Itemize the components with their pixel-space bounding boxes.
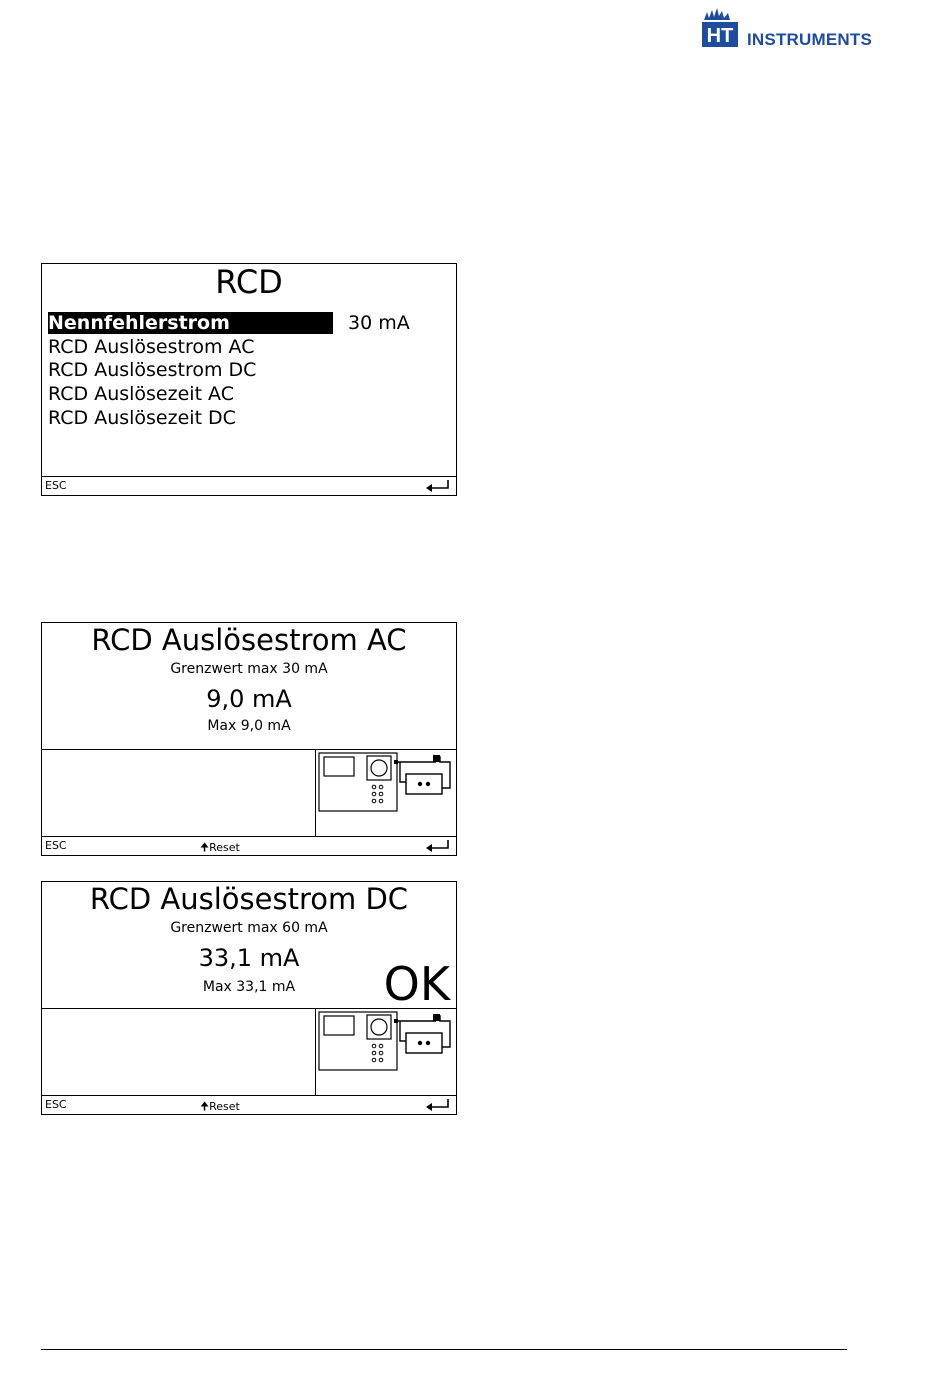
rcd-ausloesestrom-dc-screen: [41, 881, 457, 1115]
menu-item-ausloesezeit-ac[interactable]: RCD Auslösezeit AC: [48, 383, 234, 405]
max-value: Max 9,0 mA: [207, 718, 291, 734]
max-value: Max 33,1 mA: [202, 979, 296, 995]
divider: [42, 1008, 456, 1009]
rcd-ausloesestrom-ac-screen: [41, 622, 457, 856]
screen-footer: [42, 1095, 456, 1114]
limit-text: Grenzwert max 60 mA: [170, 920, 328, 936]
svg-text:HT: HT: [706, 25, 734, 47]
enter-icon[interactable]: [424, 1098, 452, 1112]
connection-diagram-icon: [318, 752, 454, 814]
measured-value: 9,0 mA: [206, 685, 292, 713]
arrow-up-icon: 🠉: [200, 1100, 210, 1113]
screen-footer: [42, 476, 456, 495]
reset-button[interactable]: [200, 1098, 240, 1117]
divider: [42, 749, 456, 750]
connection-diagram-icon: [318, 1011, 454, 1073]
page-bottom-rule: [41, 1349, 847, 1350]
divider: [315, 749, 316, 836]
screen-footer: [42, 836, 456, 855]
screen-title: RCD: [215, 263, 283, 301]
menu-item-ausloesestrom-ac[interactable]: RCD Auslösestrom AC: [48, 336, 255, 358]
divider: [315, 1008, 316, 1095]
reset-label: Reset: [209, 1100, 240, 1113]
reset-button[interactable]: [200, 839, 240, 858]
esc-button[interactable]: ESC: [45, 479, 67, 492]
enter-icon[interactable]: [424, 839, 452, 853]
nennfehlerstrom-value: 30 mA: [348, 312, 410, 334]
measured-value: 33,1 mA: [198, 944, 300, 972]
reset-label: Reset: [209, 841, 240, 854]
menu-item-nennfehlerstrom[interactable]: Nennfehlerstrom: [48, 312, 333, 334]
esc-button[interactable]: ESC: [45, 1098, 67, 1111]
ht-instruments-logo: [700, 4, 880, 50]
status-ok: OK: [383, 957, 450, 1011]
ht-logo-mark-icon: [700, 4, 744, 50]
logo-text: INSTRUMENTS: [747, 30, 872, 49]
esc-button[interactable]: ESC: [45, 839, 67, 852]
limit-text: Grenzwert max 30 mA: [170, 661, 328, 677]
menu-item-ausloesestrom-dc[interactable]: RCD Auslösestrom DC: [48, 359, 257, 381]
rcd-menu-screen: [41, 263, 457, 496]
menu-item-ausloesezeit-dc[interactable]: RCD Auslösezeit DC: [48, 407, 236, 429]
screen-title: RCD Auslösestrom AC: [91, 623, 407, 657]
screen-title: RCD Auslösestrom DC: [89, 882, 409, 916]
arrow-up-icon: 🠉: [200, 841, 210, 854]
enter-icon[interactable]: [424, 479, 452, 493]
